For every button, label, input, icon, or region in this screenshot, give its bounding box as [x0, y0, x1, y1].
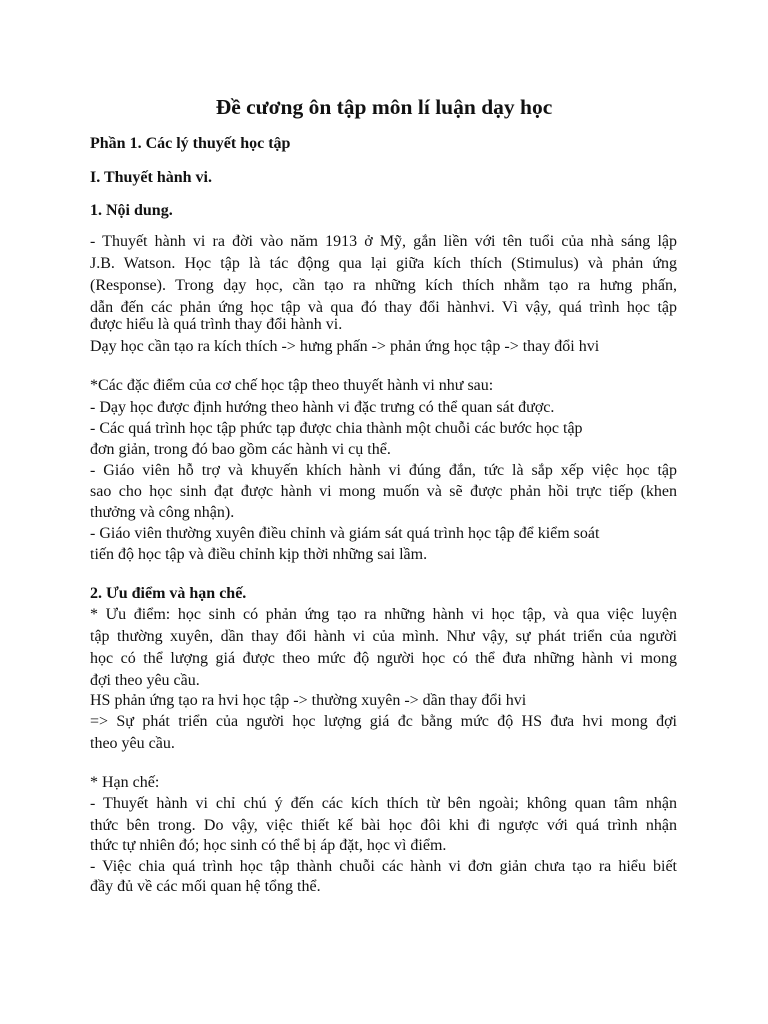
paragraph-line: => Sự phát triển của người học lượng giá đc bằng mức độ HS đưa hvi mong đợi: [90, 713, 677, 730]
paragraph-line: (Response). Trong dạy học, cần tạo ra những kích thích nhằm tạo ra hưng phấn,: [90, 277, 677, 294]
document-title: Đề cương ôn tập môn lí luận dạy học: [215, 95, 553, 119]
paragraph-line: HS phản ứng tạo ra hvi học tập -> thường xuyên -> dần thay đổi hvi: [90, 692, 527, 709]
list-item: tiến độ học tập và điều chỉnh kịp thời những sai lầm.: [90, 546, 428, 563]
paragraph-line: được hiểu là quá trình thay đổi hành vi.: [90, 316, 343, 333]
list-item: đầy đủ về các mối quan hệ tổng thể.: [90, 878, 321, 895]
list-item: sao cho học sinh đạt được hành vi mong muốn và sẽ được phản hồi trực tiếp (khen: [90, 483, 677, 500]
subsection-heading-pros-cons: 2. Ưu điểm và hạn chế.: [90, 585, 247, 602]
paragraph-line: học có thể lượng giá được theo mức độ người học có thể đưa những hành vi mong: [90, 650, 677, 667]
paragraph-line: tập thường xuyên, dần thay đổi hành vi của mình. Như vậy, sự phát triển của người: [90, 628, 677, 645]
list-item: - Các quá trình học tập phức tạp được chia thành một chuỗi các bước học tập: [90, 420, 583, 437]
list-item: thức bên trong. Do vậy, việc thiết kế bài học đôi khi đi ngược với quá trình nhận: [90, 817, 677, 834]
list-item: thưởng và công nhận).: [90, 504, 235, 521]
list-item: - Giáo viên thường xuyên điều chỉnh và giám sát quá trình học tập để kiểm soát: [90, 525, 600, 542]
list-item: đơn giản, trong đó bao gồm các hành vi cụ thể.: [90, 441, 391, 458]
paragraph-line: dẫn đến các phản ứng học tập và qua đó thay đổi hànhvi. Vì vậy, quá trình học tập: [90, 299, 677, 316]
paragraph-line: Dạy học cần tạo ra kích thích -> hưng phấn -> phản ứng học tập -> thay đổi hvi: [90, 338, 600, 355]
paragraph-line: - Thuyết hành vi ra đời vào năm 1913 ở Mỹ, gắn liền với tên tuổi của nhà sáng lập: [90, 233, 677, 250]
paragraph-line: * Hạn chế:: [90, 774, 160, 791]
list-item: - Thuyết hành vi chỉ chú ý đến các kích thích từ bên ngoài; không quan tâm nhận: [90, 795, 677, 812]
paragraph-line: đợi theo yêu cầu.: [90, 672, 200, 689]
section-heading: I. Thuyết hành vi.: [90, 169, 212, 186]
paragraph-line: J.B. Watson. Học tập là tác động qua lại giữa kích thích (Stimulus) và phản ứng: [90, 255, 677, 272]
list-item: - Giáo viên hỗ trợ và khuyến khích hành vi đúng đắn, tức là sắp xếp việc học tập: [90, 462, 677, 479]
paragraph-line: *Các đặc điểm của cơ chế học tập theo thuyết hành vi như sau:: [90, 377, 494, 394]
paragraph-line: * Ưu điểm: học sinh có phản ứng tạo ra những hành vi học tập, và qua việc luyện: [90, 606, 677, 623]
part-heading: Phần 1. Các lý thuyết học tập: [90, 135, 291, 152]
list-item: - Dạy học được định hướng theo hành vi đặc trưng có thể quan sát được.: [90, 399, 555, 416]
list-item: thức tự nhiên đó; học sinh có thể bị áp đặt, học vì điểm.: [90, 837, 447, 854]
subsection-heading-content: 1. Nội dung.: [90, 202, 173, 219]
list-item: - Việc chia quá trình học tập thành chuỗi các hành vi đơn giản chưa tạo ra hiểu biết: [90, 858, 677, 875]
paragraph-line: theo yêu cầu.: [90, 735, 175, 752]
